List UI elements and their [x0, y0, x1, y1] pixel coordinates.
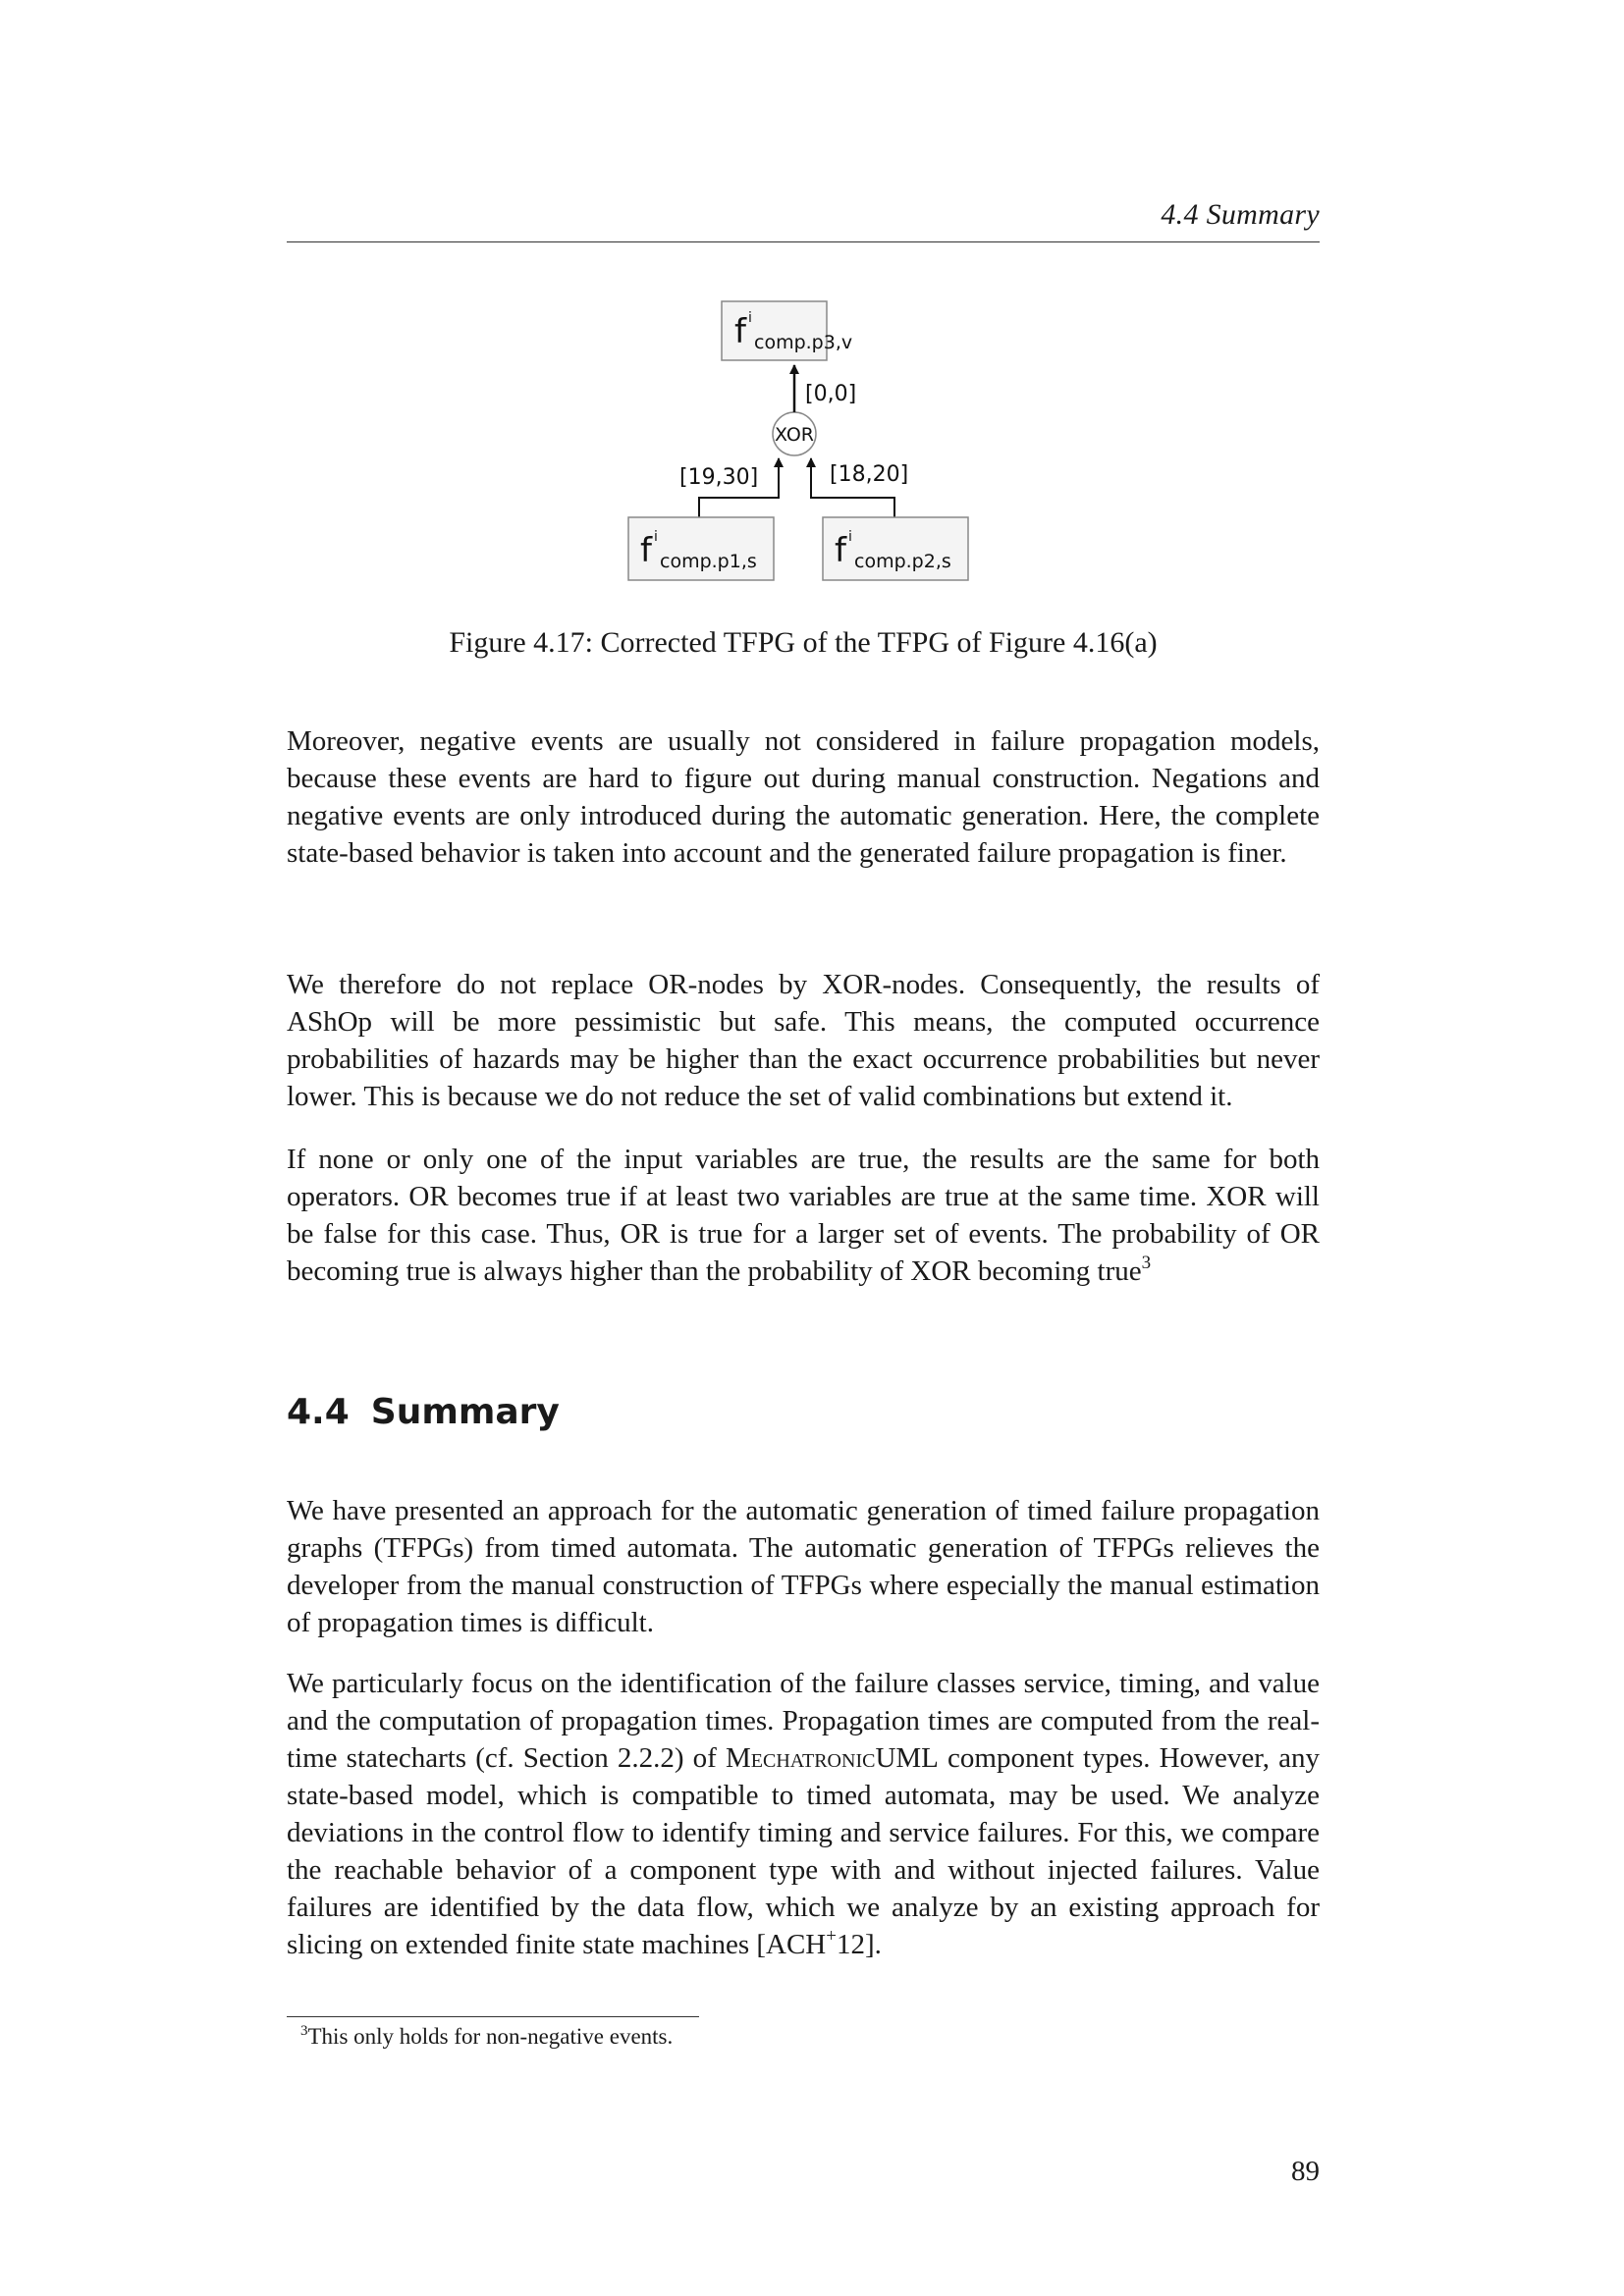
paragraph-part: We particularly focus on the identification of the failure classes service, timing, and value and the computation of propagation times. Propagation times are computed from the real-time statecharts (cf. Section 2.2.2) of — [287, 1668, 1320, 1774]
tfpg-figure — [609, 285, 1001, 599]
node-left-base: f — [640, 531, 652, 570]
node-left-sup: i — [654, 529, 658, 545]
paragraph-text: We have presented an approach for the automatic generation of timed failure propagation graphs (TFPGs) from timed automata. The automatic generation of TFPGs relieves the developer from the manual construction of TFPGs where especially the manual estimation of propagation times is difficult. — [287, 1495, 1320, 1638]
paragraph-text — [287, 1665, 1320, 1963]
node-top-base: f — [734, 312, 746, 351]
footnote-reference[interactable]: 3 — [1141, 1253, 1152, 1273]
paragraph-text: Moreover, negative events are usually not considered in failure propagation models, because these events are hard to figure out during manual construction. Negations and negative events are only introduced during the automatic generation. Here, the complete state-based behavior is taken into account and the generated failure propagation is finer. — [287, 725, 1320, 869]
paragraph-text — [287, 1141, 1320, 1290]
paragraph-text: We therefore do not replace OR-nodes by XOR-nodes. Consequently, the results of AShOp will be more pessimistic but safe. This means, the computed occurrence probabilities of hazards may be higher than the exact occurrence probabilities but never lower. This is because we do not reduce the set of valid combinations but extend it. — [287, 969, 1320, 1112]
paragraph-or-xor — [287, 966, 1320, 1115]
node-left — [628, 517, 774, 580]
mechatronicuml-term: MechatronicUML — [725, 1742, 939, 1774]
section-heading — [287, 1392, 560, 1432]
footnote-mark: 3 — [300, 2023, 308, 2039]
edge-top-label: [0,0] — [805, 382, 857, 406]
node-left-sub: comp.p1,s — [660, 551, 757, 572]
header-rule — [287, 241, 1320, 242]
citation-sup: + — [826, 1926, 837, 1947]
edge-right-label: [18,20] — [830, 462, 909, 487]
edge-left-label: [19,30] — [679, 465, 759, 490]
paragraph-summary-approach — [287, 1492, 1320, 1641]
footnote — [300, 2024, 673, 2050]
node-top-sub: comp.p3,v — [754, 332, 853, 353]
section-number: 4.4 — [287, 1392, 350, 1432]
paragraph-negative-events — [287, 722, 1320, 872]
paragraph-operators — [287, 1141, 1320, 1290]
node-top — [722, 301, 852, 360]
node-right-sub: comp.p2,s — [854, 551, 951, 572]
section-title: Summary — [370, 1392, 560, 1432]
node-right-base: f — [835, 531, 846, 570]
node-right — [823, 517, 968, 580]
footnote-rule — [287, 2016, 699, 2017]
page-number: 89 — [1291, 2156, 1320, 2187]
xor-gate — [773, 412, 816, 455]
paragraph-part: component types. However, any state-based model, which is compatible to timed automata, may be used. We analyze deviations in the control flow to identify timing and service failures. For this, we compare the reachable behavior of a component type with and without injected failures. Value failures are identified by the data flow, which we analyze by an existing approach for slicing on extended finite state machines [ACH — [287, 1742, 1320, 1960]
figure-caption: Figure 4.17: Corrected TFPG of the TFPG of Figure 4.16(a) — [449, 626, 1158, 659]
footnote-text: This only holds for non-negative events. — [307, 2024, 674, 2049]
running-header-title: 4.4 Summary — [1161, 198, 1320, 231]
paragraph-summary-focus — [287, 1665, 1320, 1963]
paragraph-body: If none or only one of the input variables are true, the results are the same for both operators. OR becomes true if at least two variables are true at the same time. XOR will be false for this case. Thus, OR is true for a larger set of events. The probability of OR becoming true is always higher than the probability of XOR becoming true — [287, 1144, 1320, 1287]
node-right-sup: i — [848, 529, 852, 545]
xor-gate-label: XOR — [775, 424, 814, 446]
paragraph-part: 12]. — [836, 1929, 882, 1960]
node-top-sup: i — [748, 310, 752, 326]
